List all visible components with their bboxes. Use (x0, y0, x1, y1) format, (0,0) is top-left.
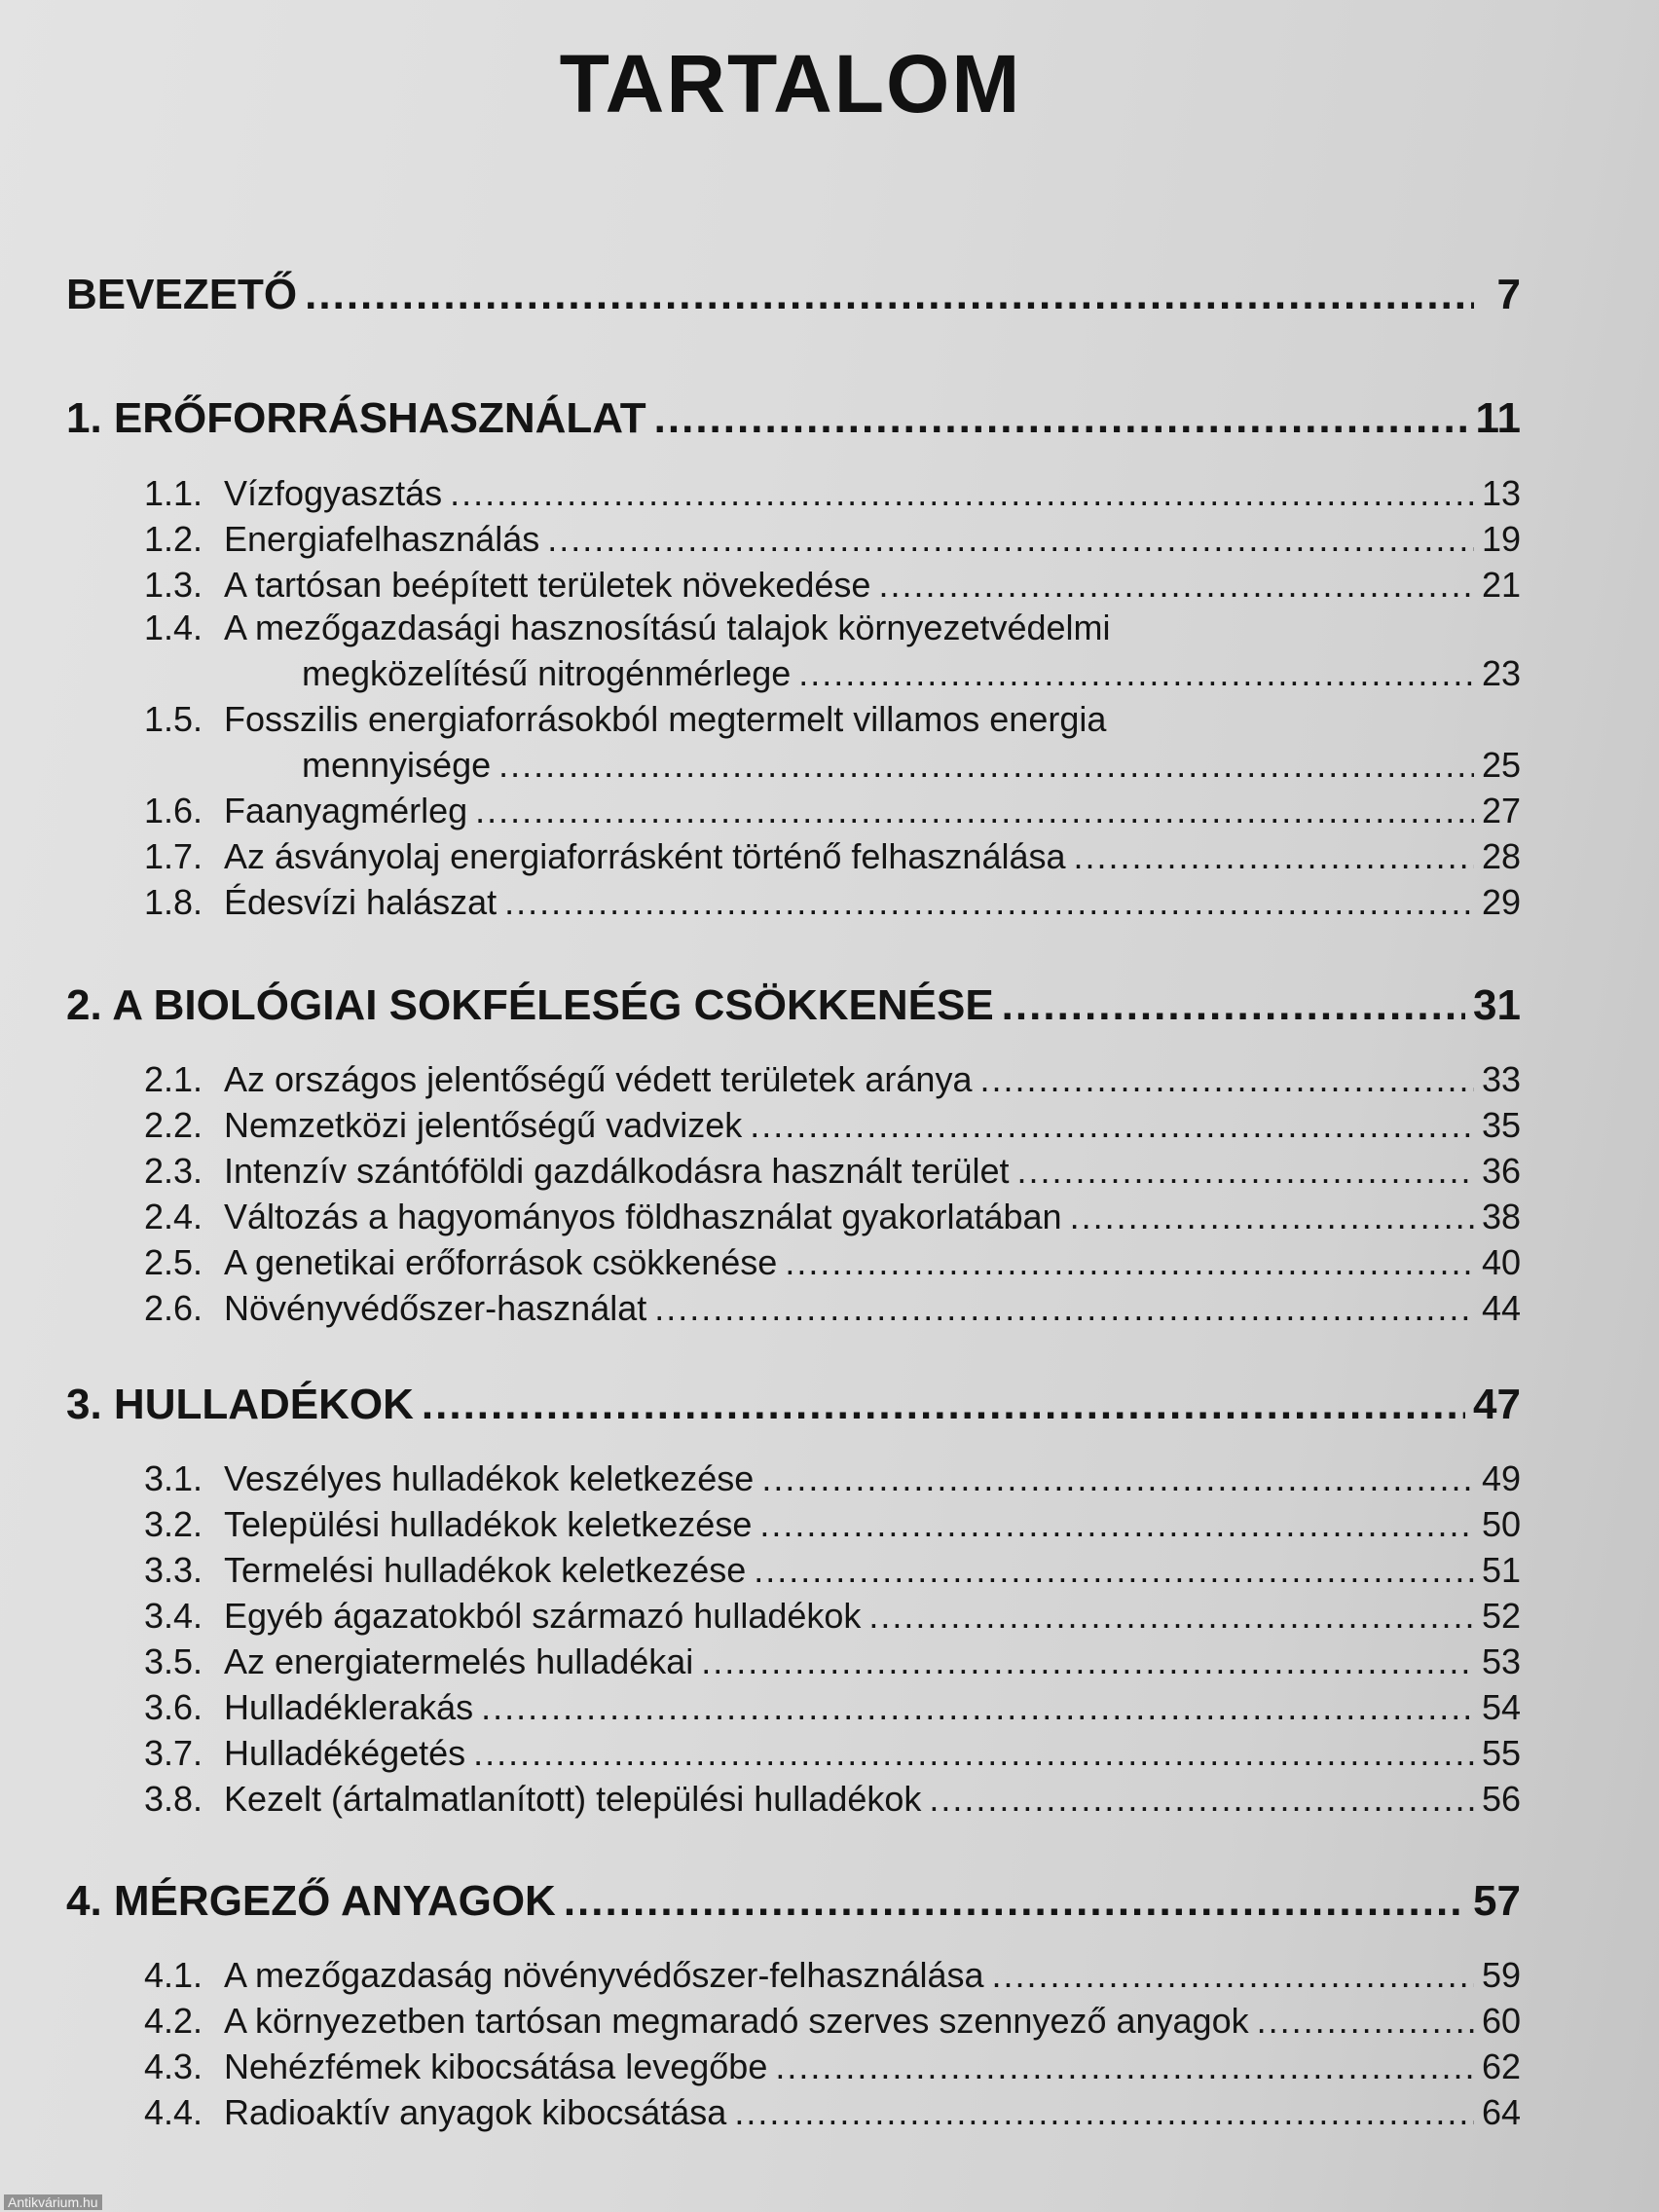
page-number: 21 (1481, 565, 1521, 605)
section-title: A környezetben tartósan megmaradó szerves szennyező anyagok (224, 2001, 1249, 2041)
section-title: A mezőgazdaság növényvédőszer-felhasználása (224, 1955, 984, 1995)
toc-section-4-2[interactable] (66, 2001, 1521, 2042)
toc-section-1-4-line2[interactable] (66, 653, 1521, 694)
section-number: 1.6. (144, 791, 203, 830)
page-number: 54 (1481, 1687, 1521, 1727)
toc-chapter-4[interactable] (66, 1877, 1521, 1926)
page-number: 40 (1481, 1242, 1521, 1282)
toc-section-2-6[interactable] (66, 1288, 1521, 1329)
section-title: Az ásványolaj energiaforrásként történő felhasználása (224, 836, 1066, 876)
section-number: 4.1. (144, 1955, 203, 1995)
dot-leader (1257, 2001, 1474, 2042)
chapter-title: 1. ERŐFORRÁSHASZNÁLAT (66, 394, 646, 442)
section-title: Települési hulladékok keletkezése (224, 1504, 753, 1544)
dot-leader (422, 1381, 1465, 1429)
page-number: 19 (1481, 519, 1521, 559)
section-number: 1.3. (144, 565, 203, 605)
page-number: 36 (1481, 1151, 1521, 1191)
dot-leader (504, 882, 1474, 923)
section-number: 1.4. (144, 608, 203, 647)
toc-section-2-5[interactable] (66, 1242, 1521, 1283)
section-title: Veszélyes hulladékok keletkezése (224, 1458, 755, 1498)
dot-leader (929, 1779, 1474, 1820)
dot-leader (1074, 836, 1474, 877)
dot-leader (654, 1288, 1474, 1329)
section-title-line2: megközelítésű nitrogénmérlege (302, 653, 792, 693)
toc-section-2-2[interactable] (66, 1105, 1521, 1146)
dot-leader (761, 1458, 1474, 1499)
dot-leader (878, 565, 1474, 606)
toc-section-1-1[interactable] (66, 473, 1521, 514)
page-number: 23 (1481, 653, 1521, 693)
page-number: 59 (1481, 1955, 1521, 1995)
page-number: 60 (1481, 2001, 1521, 2041)
page-number: 51 (1481, 1550, 1521, 1590)
dot-leader (481, 1687, 1474, 1728)
dot-leader (1016, 1151, 1473, 1192)
section-title: Nehézfémek kibocsátása levegőbe (224, 2046, 768, 2086)
section-number: 1.1. (144, 473, 203, 513)
dot-leader (785, 1242, 1474, 1283)
dot-leader (654, 394, 1468, 443)
page-number: 62 (1481, 2046, 1521, 2086)
toc-section-1-4-line1[interactable] (66, 608, 1521, 648)
dot-leader (754, 1550, 1474, 1591)
toc-section-3-6[interactable] (66, 1687, 1521, 1728)
section-title: Energiafelhasználás (224, 519, 540, 559)
page-number: 50 (1481, 1504, 1521, 1544)
dot-leader (759, 1504, 1474, 1545)
section-number: 1.5. (144, 699, 203, 739)
dot-leader (1070, 1197, 1474, 1237)
toc-section-1-5-line2[interactable] (66, 745, 1521, 786)
section-title-line2: mennyisége (302, 745, 492, 785)
toc-section-4-4[interactable] (66, 2092, 1521, 2133)
section-number: 1.8. (144, 882, 203, 922)
section-number: 3.7. (144, 1733, 203, 1773)
dot-leader (868, 1596, 1474, 1637)
page-number: 25 (1481, 745, 1521, 785)
section-title: Intenzív szántóföldi gazdálkodásra használt terület (224, 1151, 1010, 1191)
section-number: 3.4. (144, 1596, 203, 1636)
section-title: Hulladékégetés (224, 1733, 466, 1773)
page-number: 64 (1481, 2092, 1521, 2132)
toc-chapter-2[interactable] (66, 981, 1521, 1030)
section-number: 3.1. (144, 1458, 203, 1498)
dot-leader (798, 653, 1474, 694)
dot-leader (473, 1733, 1474, 1774)
page-number: 55 (1481, 1733, 1521, 1773)
toc-section-1-5-line1[interactable] (66, 699, 1521, 740)
dot-leader (992, 1955, 1474, 1996)
section-number: 4.3. (144, 2046, 203, 2086)
page-title: TARTALOM (559, 38, 1022, 129)
toc-section-4-1[interactable] (66, 1955, 1521, 1996)
dot-leader (1002, 981, 1465, 1030)
section-number: 1.7. (144, 836, 203, 876)
section-number: 3.6. (144, 1687, 203, 1727)
page-number: 52 (1481, 1596, 1521, 1636)
section-number: 4.2. (144, 2001, 203, 2041)
section-title: Vízfogyasztás (224, 473, 443, 513)
page-number: 38 (1481, 1197, 1521, 1236)
dot-leader (775, 2046, 1474, 2087)
dot-leader (564, 1877, 1465, 1926)
watermark: Antikvárium.hu (4, 2194, 102, 2210)
section-number: 2.6. (144, 1288, 203, 1328)
toc-section-2-4[interactable] (66, 1197, 1521, 1237)
page-number: 56 (1481, 1779, 1521, 1819)
page-number: 33 (1481, 1059, 1521, 1099)
section-title: A genetikai erőforrások csökkenése (224, 1242, 778, 1282)
toc-section-1-3[interactable] (66, 565, 1521, 606)
page-number: 49 (1481, 1458, 1521, 1498)
section-number: 4.4. (144, 2092, 203, 2132)
page-number: 53 (1481, 1641, 1521, 1681)
toc-section-1-7[interactable] (66, 836, 1521, 877)
section-number: 2.4. (144, 1197, 203, 1236)
section-title: Változás a hagyományos földhasználat gyakorlatában (224, 1197, 1062, 1236)
dot-leader (979, 1059, 1473, 1100)
section-title: Az országos jelentőségű védett területek aránya (224, 1059, 973, 1099)
toc-section-3-8[interactable] (66, 1779, 1521, 1820)
chapter-title: 3. HULLADÉKOK (66, 1381, 414, 1428)
section-title-line1: Fosszilis energiaforrásokból megtermelt villamos energia (224, 699, 1107, 739)
section-number: 3.3. (144, 1550, 203, 1590)
dot-leader (498, 745, 1474, 786)
toc-section-2-1[interactable] (66, 1059, 1521, 1100)
section-number: 2.5. (144, 1242, 203, 1282)
page-number: 13 (1481, 473, 1521, 513)
section-title: A tartósan beépített területek növekedése (224, 565, 871, 605)
chapter-title: 4. MÉRGEZŐ ANYAGOK (66, 1877, 556, 1925)
chapter-title: 2. A BIOLÓGIAI SOKFÉLESÉG CSÖKKENÉSE (66, 981, 994, 1029)
section-number: 3.8. (144, 1779, 203, 1819)
toc-section-1-8[interactable] (66, 882, 1521, 923)
toc-section-3-4[interactable] (66, 1596, 1521, 1637)
page-number: 28 (1481, 836, 1521, 876)
section-number: 2.3. (144, 1151, 203, 1191)
dot-leader (305, 271, 1474, 319)
toc-section-3-1[interactable] (66, 1458, 1521, 1499)
toc-section-1-6[interactable] (66, 791, 1521, 831)
section-number: 3.2. (144, 1504, 203, 1544)
section-number: 1.2. (144, 519, 203, 559)
section-number: 3.5. (144, 1641, 203, 1681)
page-number: 47 (1473, 1381, 1521, 1428)
page-number: 57 (1473, 1877, 1521, 1925)
dot-leader (750, 1105, 1474, 1146)
section-title: Egyéb ágazatokból származó hulladékok (224, 1596, 862, 1636)
page-number: 31 (1473, 981, 1521, 1029)
dot-leader (701, 1641, 1474, 1682)
section-title: Termelési hulladékok keletkezése (224, 1550, 747, 1590)
section-title: Nemzetközi jelentőségű vadvizek (224, 1105, 743, 1145)
toc-chapter-3[interactable] (66, 1381, 1521, 1429)
section-number: 2.1. (144, 1059, 203, 1099)
section-title: Kezelt (ártalmatlanított) települési hulladékok (224, 1779, 922, 1819)
page-number: 44 (1481, 1288, 1521, 1328)
section-title: Radioaktív anyagok kibocsátása (224, 2092, 727, 2132)
section-title: Növényvédőszer-használat (224, 1288, 647, 1328)
dot-leader (734, 2092, 1474, 2133)
page-number: 29 (1481, 882, 1521, 922)
page-number: 7 (1496, 271, 1521, 318)
page-number: 11 (1475, 394, 1521, 442)
toc-chapter-intro[interactable] (66, 271, 1521, 319)
section-title: Édesvízi halászat (224, 882, 498, 922)
toc-section-2-3[interactable] (66, 1151, 1521, 1192)
dot-leader (475, 791, 1474, 831)
dot-leader (547, 519, 1474, 560)
page-number: 27 (1481, 791, 1521, 830)
toc-section-3-7[interactable] (66, 1733, 1521, 1774)
section-title: Faanyagmérleg (224, 791, 468, 830)
chapter-title: BEVEZETŐ (66, 271, 298, 318)
toc-section-3-2[interactable] (66, 1504, 1521, 1545)
toc-section-3-3[interactable] (66, 1550, 1521, 1591)
toc-section-4-3[interactable] (66, 2046, 1521, 2087)
toc-section-1-2[interactable] (66, 519, 1521, 560)
page-number: 35 (1481, 1105, 1521, 1145)
section-title-line1: A mezőgazdasági hasznosítású talajok környezetvédelmi (224, 608, 1111, 647)
dot-leader (450, 473, 1474, 514)
section-title: Hulladéklerakás (224, 1687, 474, 1727)
toc-section-3-5[interactable] (66, 1641, 1521, 1682)
section-number: 2.2. (144, 1105, 203, 1145)
section-title: Az energiatermelés hulladékai (224, 1641, 694, 1681)
toc-chapter-1[interactable] (66, 394, 1521, 443)
